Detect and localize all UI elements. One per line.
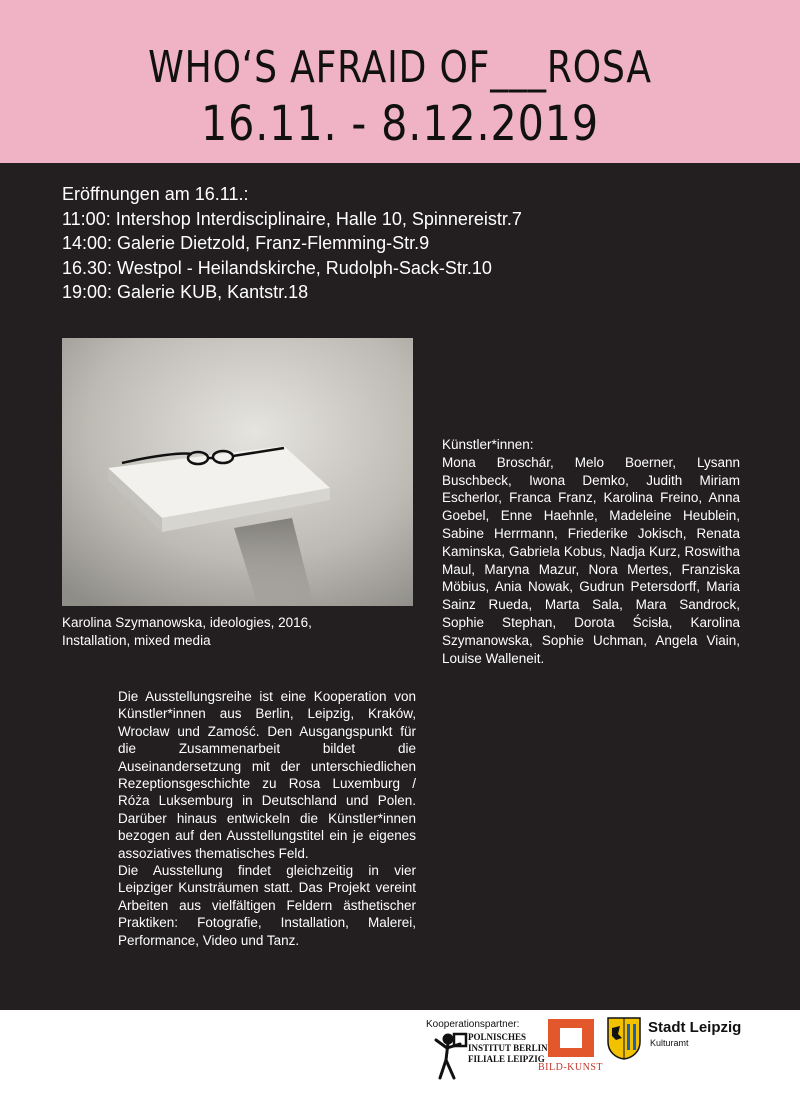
opening-item: 19:00: Galerie KUB, Kantstr.18 (62, 282, 309, 302)
description-paragraph: Die Ausstellung findet gleichzeitig in vier Leipziger Kunsträumen statt. Das Projekt vereint Arbeiten aus vielfältigen Feldern ästhetischer Praktiken: Fotografie, Installation, Malerei, Performance, Video und Tanz. (118, 863, 416, 948)
polnisches-institut-text (468, 1032, 548, 1065)
pib-line: INSTITUT BERLIN (468, 1043, 548, 1053)
artwork-photo (62, 338, 413, 606)
opening-item: 11:00: Intershop Interdisciplinaire, Halle 10, Spinnereistr.7 (62, 208, 522, 229)
pib-line: FILIALE LEIPZIG (468, 1054, 545, 1064)
exhibition-title: WHO‘S AFRAID OF___ROSA (148, 42, 652, 93)
artists-list: Mona Broschár, Melo Boerner, Lysann Buschbeck, Iwona Demko, Judith Miriam Escherlor, Franca Franz, Karolina Freino, Anna Goebel, Enne Haehnle, Madeleine Heublein, Sabine Herrmann, Friederike Jokisch, Renata Kaminska, Gabriela Kobus, Nadja Kurz, Roswitha Maul, Maryna Mazur, Nora Mertes, Franziska Möbius, Ania Nowak, Gudrun Petersdorff, Maria Sainz Rueda, Marta Sala, Mara Sandrock, Sophie Stephan, Dorota Ścisła, Karolina Szymanowska, Sophie Uchman, Angela Viain, Louise Walleneit. (442, 454, 740, 666)
bild-kunst-logo-icon (548, 1019, 594, 1057)
opening-item: 16.30: Westpol - Heilandskirche, Rudolph-Sack-Str.10 (62, 257, 492, 278)
description-paragraph: Die Ausstellungsreihe ist eine Kooperation von Künstler*innen aus Berlin, Leipzig, Kraków, Wrocław und Zamość. Den Ausgangspunkt für die Zusammenarbeit bildet die Auseinandersetzung mit der unterschiedlichen Rezeptionsgeschichte zu Rosa Luxemburg / Róża Luksemburg in Deutschland und Polen. Darüber hinaus entwickeln die Künstler*innen bezogen auf den Ausstellungstitel ein je eigenes assoziatives thematisches Feld. (118, 689, 416, 861)
stadt-leipzig-name: Stadt Leipzig (648, 1019, 742, 1036)
artists-heading: Künstler*innen: (442, 437, 534, 452)
artwork-caption (62, 614, 382, 650)
bild-kunst-label: BILD-KUNST (538, 1062, 603, 1073)
exhibition-dates: 16.11. - 8.12.2019 (200, 96, 599, 152)
partners-label: Kooperationspartner: (426, 1019, 520, 1030)
openings-block (62, 182, 522, 305)
description-block (118, 688, 416, 949)
caption-line: Installation, mixed media (62, 633, 211, 648)
caption-line: Karolina Szymanowska, ideologies, 2016, (62, 615, 312, 630)
pib-line: POLNISCHES (468, 1032, 527, 1042)
stadt-leipzig-sub: Kulturamt (650, 1038, 689, 1048)
leipzig-crest-icon (606, 1016, 642, 1060)
artists-block (442, 436, 740, 667)
openings-heading: Eröffnungen am 16.11.: (62, 184, 249, 204)
opening-item: 14:00: Galerie Dietzold, Franz-Flemming-Str.9 (62, 233, 430, 253)
